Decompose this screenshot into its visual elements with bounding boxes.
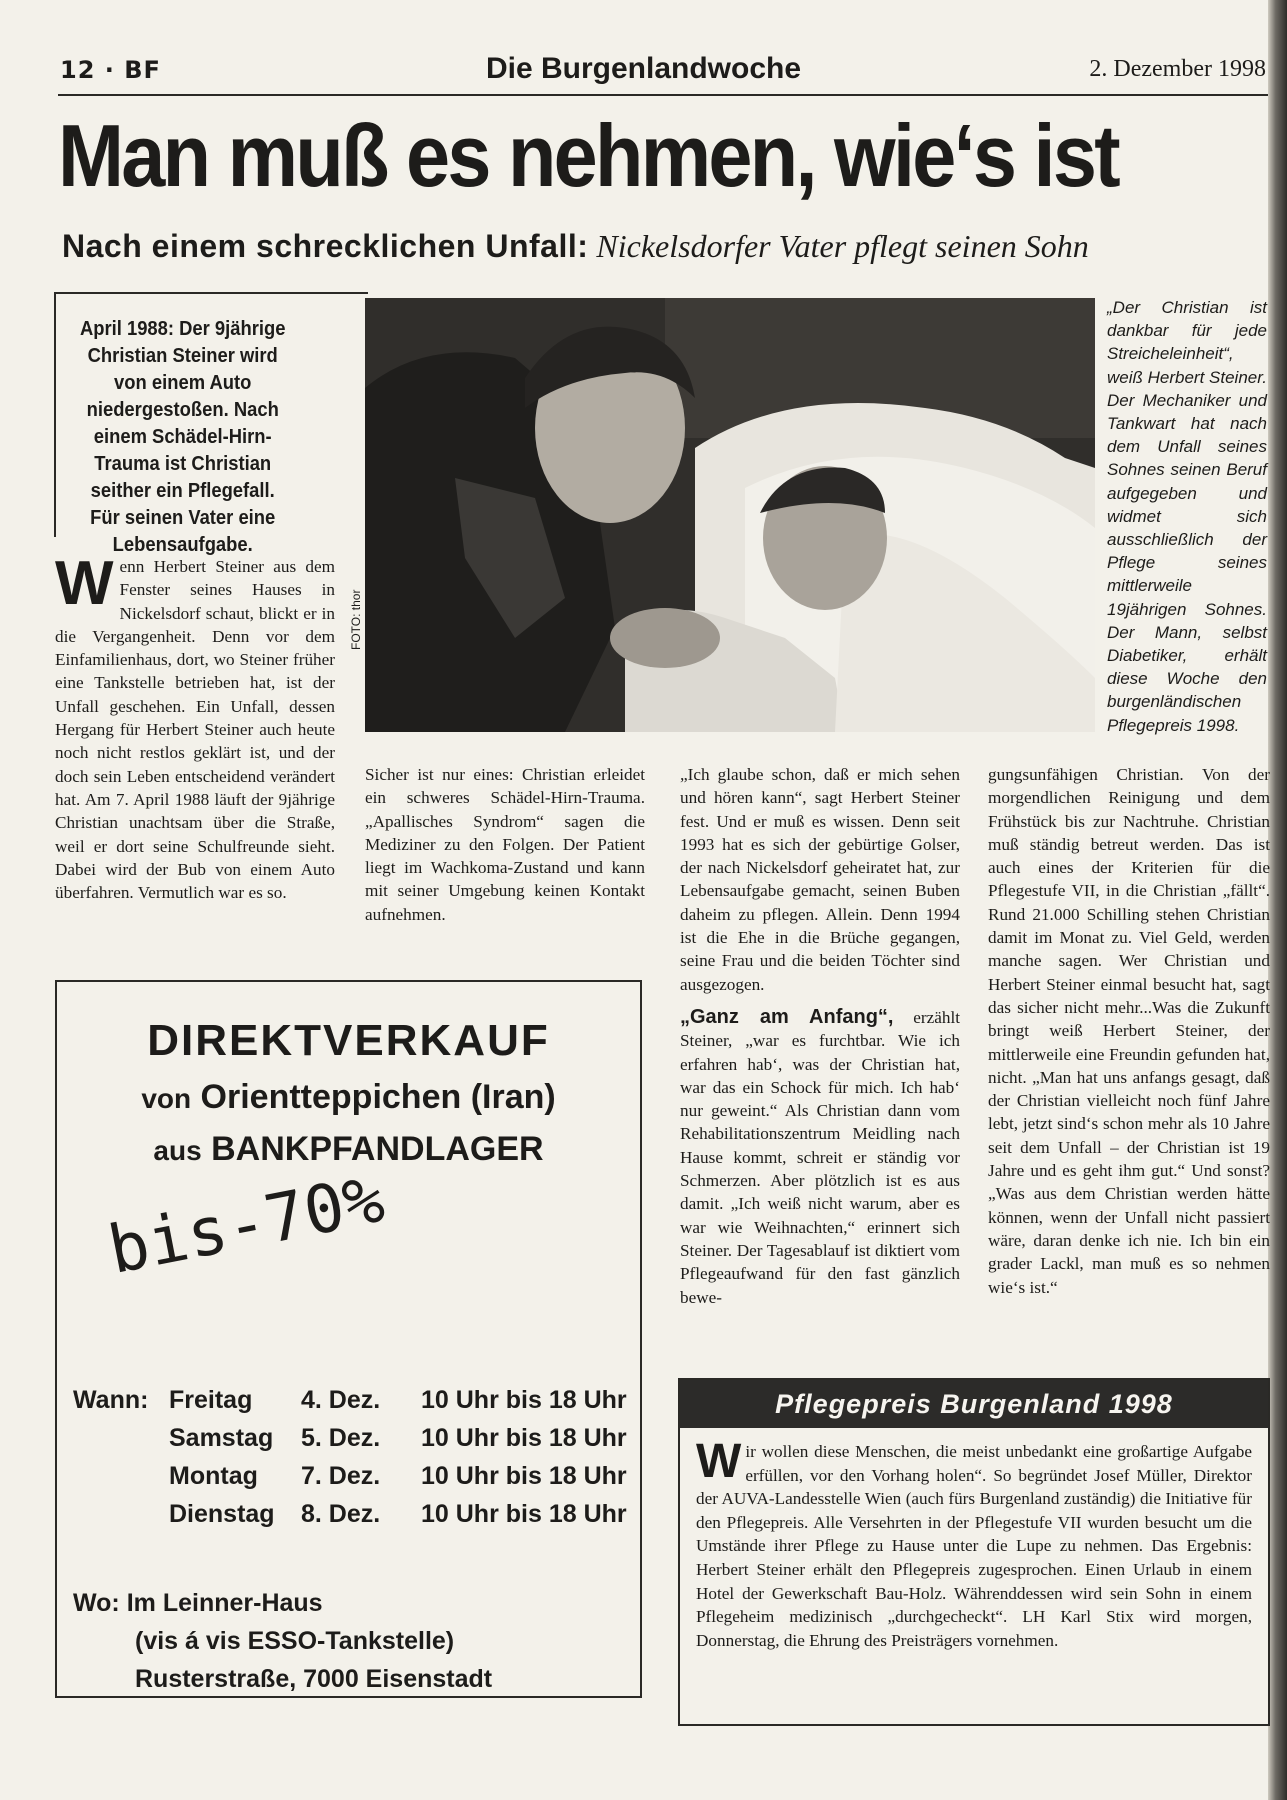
- schedule-time: 10 Uhr bis 18 Uhr: [421, 1462, 627, 1490]
- prize-body: ir wollen diese Menschen, die meist unbedankt eine großartige Aufgabe erfüllen, vor den Vorhang holen“. So begründet Josef Müller, Direktor der AUVA-Landesstelle Wien (auch fürs Burgenland zuständig) die Initiative für den Pflegepreis. Alle Versehrten in der Pflegestufe VII wurden besucht um die Umstände ihrer Pflege zu Hause unter die Lupe zu nehmen. Das Ergebnis: Herbert Steiner erhält den Pflegepreis zugesprochen. Einen Urlaub in einem Hotel der Gewerkschaft Bau-Holz. Währenddessen wird sein Sohn in einem Pflegeheim medizinisch „durchgecheckt“. LH Karl Stix wird morgen, Donnerstag, die Ehrung des Preisträgers vornehmen.: [696, 1442, 1252, 1650]
- subtitle-italic: Nickelsdorfer Vater pflegt seinen Sohn: [596, 228, 1089, 264]
- schedule-time: 10 Uhr bis 18 Uhr: [421, 1424, 627, 1452]
- column-3-paragraph-2: [680, 1006, 960, 1309]
- column-3-paragraph-2-text: erzählt Steiner, „war es furchtbar. Wie ich erfahren hab‘, was der Christian hat, war das ein Schock für mich. Ich hab‘ nur geweint.“ Als Christian dann vom Rehabilitationszentrum Meidling nach Hause kommt, schreit er ständig vor Schmerzen. Aber plötzlich ist es aus damit. „Ich weiß nicht warum, aber es war wie Weihnachten,“ erinnert sich Steiner. Der Tagesablauf ist diktiert vom Pflegeaufwand für den fast gänzlich bewe-: [680, 1007, 960, 1307]
- article-headline: Man muß es nehmen, wie‘s ist: [58, 106, 1118, 205]
- prize-title: Pflegepreis Burgenland 1998: [680, 1380, 1268, 1428]
- schedule-day: Dienstag: [169, 1500, 275, 1528]
- ad-line-1-small: von: [141, 1083, 192, 1114]
- schedule-time: 10 Uhr bis 18 Uhr: [421, 1386, 627, 1414]
- article-column-3: [680, 763, 960, 1319]
- column-1-text: enn Herbert Steiner aus dem Fenster seines Hauses in Nickelsdorf schaut, blickt er in die Vergangenheit. Denn vor dem Einfamilienhaus, dort, wo Steiner früher eine Tankstelle betrieben hat, ist der Unfall geschehen. Ein Unfall, dessen Hergang für Herbert Steiner auch heute noch nicht restlos geklärt ist, und der doch sein Leben entscheidend verändert hat. Am 7. April 1988 läuft der 9jährige Christian unachtsam über die Straße, weil er dort seine Schulfreunde sieht. Dabei wird der Bub von einem Auto überfahren. Vermutlich war es so.: [55, 557, 335, 903]
- drop-cap: W: [55, 549, 114, 618]
- location-line-2: (vis á vis ESSO-Tankstelle): [135, 1627, 455, 1655]
- ad-line-2-small: aus: [153, 1135, 202, 1166]
- ad-discount: bis-70%: [102, 1160, 391, 1289]
- scan-edge-shadow: [1268, 0, 1287, 1800]
- schedule-day: Freitag: [169, 1386, 253, 1414]
- prize-drop-cap: W: [696, 1435, 742, 1488]
- ad-line-2-big: BANKPFANDLAGER: [211, 1130, 544, 1168]
- schedule-date: 7. Dez.: [301, 1462, 381, 1490]
- newspaper-name: Die Burgenlandwoche: [485, 52, 802, 85]
- article-subtitle: [62, 228, 1089, 265]
- header-rule: [58, 94, 1268, 96]
- article-column-4: gungsunfähigen Christian. Von der morgendlichen Reinigung und dem Frühstück bis zur Nachtruhe. Christian muß ständig betreut werden. Das ist auch eines der Kriterien für die Pflegestufe VII, in die Christian „fällt“. Rund 21.000 Schilling stehen Christian damit im Monat zu. Viel Geld, werden manche sagen. Wer Christian und Herbert Steiner einmal besucht hat, sagt das sicher nicht mehr...Was die Zukunft bringt weiß Herbert Steiner, der mittlerweile eine Freundin gefunden hat, nicht. „Man hat uns anfangs gesagt, daß der Christian vielleicht noch fünf Jahre lebt, jetzt sind‘s schon mehr als 10 Jahre seit dem Unfall – der Christian ist 19 Jahre und es geht ihm gut.“ Und sonst? „Was aus dem Christian werden hätte können, wenn der Unfall nicht passiert wäre, daran denke ich nie. Ich bin ein grader Lackl, man muß es so nehmen wie‘s ist.“: [988, 765, 1270, 1297]
- intro-text: April 1988: Der 9jährige Christian Steiner wird von einem Auto niedergestoßen. Nach einem Schädel-Hirn-Trauma ist Christian seither ein Pflegefall. Für seinen Vater eine Lebensaufgabe.: [79, 318, 286, 556]
- schedule-day: Montag: [169, 1462, 258, 1490]
- ad-title: DIREKTVERKAUF: [147, 1016, 550, 1065]
- ad-line-1-big: Orientteppichen (Iran): [200, 1078, 556, 1116]
- subtitle-bold: Nach einem schrecklichen Unfall:: [62, 228, 589, 264]
- subhead: „Ganz am Anfang“,: [680, 1005, 894, 1028]
- schedule-time: 10 Uhr bis 18 Uhr: [421, 1500, 627, 1528]
- schedule-date: 4. Dez.: [301, 1386, 381, 1414]
- prize-box: [678, 1378, 1270, 1726]
- schedule-date: 5. Dez.: [301, 1424, 381, 1452]
- schedule-day: Samstag: [169, 1424, 274, 1452]
- advertisement: [55, 980, 642, 1698]
- prize-text: [696, 1435, 1252, 1652]
- column-3-paragraph-1: „Ich glaube schon, daß er mich sehen und hören kann“, sagt Herbert Steiner fest. Und er muß es wissen. Denn seit 1993 hat es sich der gebürtige Golser, der nach Nickelsdorf geheiratet hat, zur Lebensaufgabe gemacht, seinen Buben daheim zu pflegen. Allein. Denn 1994 ist die Ehe in die Brüche gegangen, seine Frau und die beiden Töchter sind ausgezogen.: [680, 765, 960, 994]
- where-label: Wo:: [73, 1589, 120, 1617]
- ad-line-1: [57, 1078, 640, 1117]
- article-column-1: [55, 549, 335, 904]
- page-number: 12 · BF: [60, 56, 161, 84]
- schedule-date: 8. Dez.: [301, 1500, 381, 1528]
- photo-credit: FOTO: thor: [349, 589, 363, 650]
- when-label: Wann:: [73, 1386, 149, 1414]
- ad-location: [73, 1584, 492, 1698]
- location-name: Im Leinner-Haus: [126, 1589, 323, 1617]
- ad-line-2: [57, 1130, 640, 1169]
- issue-date: 2. Dezember 1998: [1089, 56, 1266, 82]
- article-column-2: Sicher ist nur eines: Christian erleidet ein schweres Schädel-Hirn-Trauma. „Apallisches Syndrom“ sagen die Mediziner zu den Folgen. Der Patient liegt im Wachkoma-Zustand und kann mit seiner Umgebung keinen Kontakt aufnehmen.: [365, 765, 645, 924]
- photo-father-and-son: [365, 298, 1095, 732]
- location-line-1: [73, 1584, 492, 1622]
- photo-caption: „Der Christian ist dankbar für jede Streicheleinheit“, weiß Herbert Steiner. Der Mechaniker und Tankwart hat nach dem Unfall seines Sohnes seinen Beruf aufgegeben und widmet sich ausschließlich der Pflege seines mittlerweile 19jährigen Sohnes. Der Mann, selbst Diabetiker, erhält diese Woche den burgenländischen Pflegepreis 1998.: [1107, 298, 1267, 735]
- location-line-3: Rusterstraße, 7000 Eisenstadt: [135, 1665, 493, 1693]
- article-photo: [365, 298, 1095, 732]
